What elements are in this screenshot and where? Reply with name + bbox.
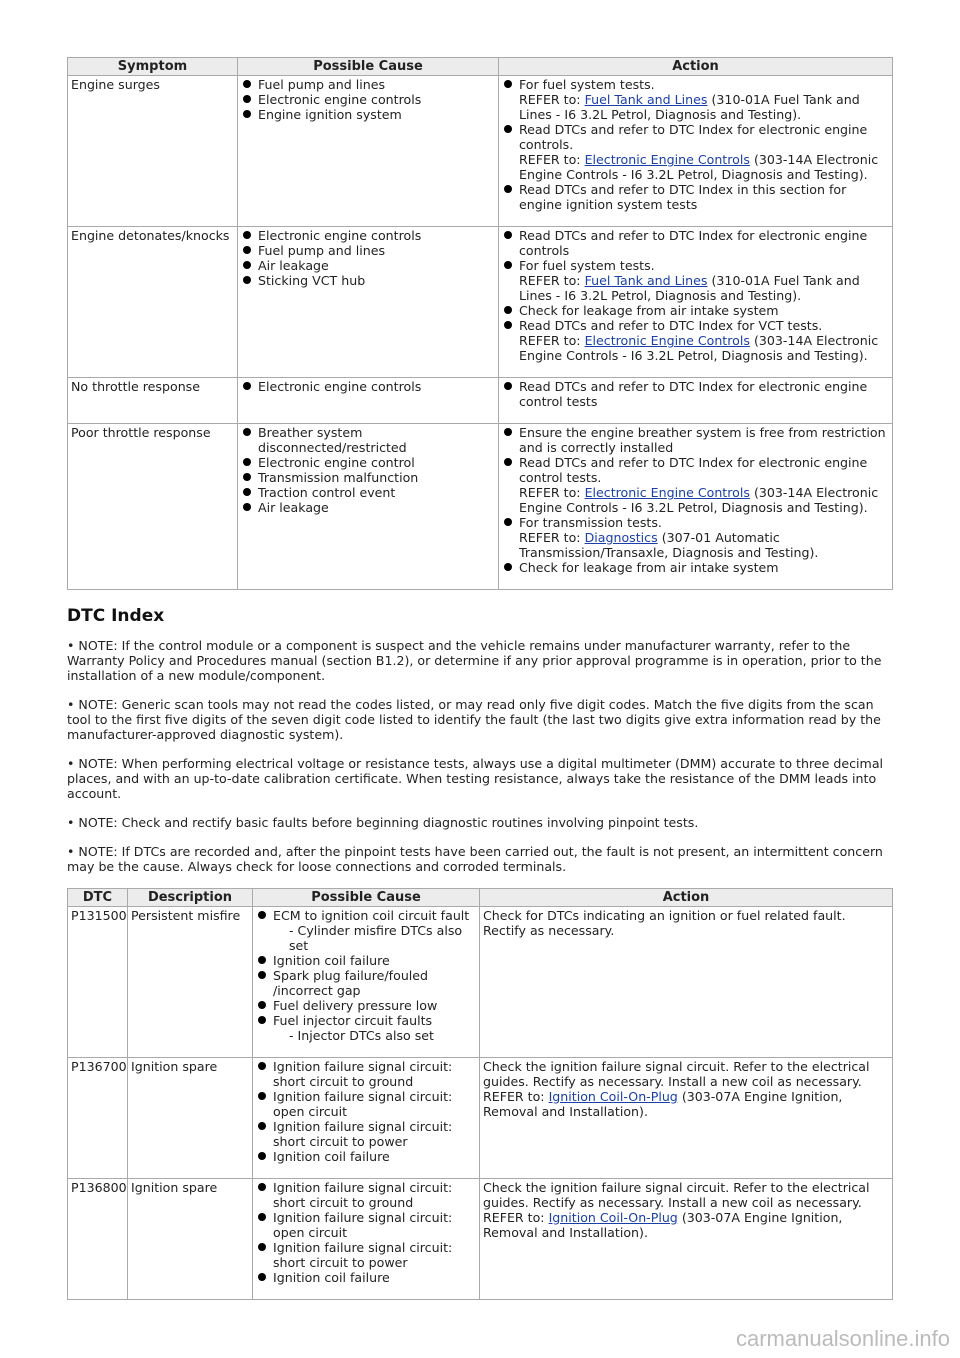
symptom-cell: Engine surges (68, 76, 238, 227)
description-cell: Ignition spare (128, 1179, 253, 1300)
action-item (502, 379, 889, 409)
cause-list (241, 77, 495, 122)
action-item (502, 425, 889, 455)
action-item (502, 303, 889, 318)
header-possible-cause: Possible Cause (253, 889, 480, 907)
table-row (68, 1179, 893, 1300)
cause-list (241, 228, 495, 288)
action-text: Check the ignition failure signal circuit. Refer to the electrical guides. Rectify as necessary. Install a new coil as necessary. REFER to: (483, 1180, 870, 1225)
table-row (68, 227, 893, 378)
cause-list (256, 1180, 476, 1285)
cause-item (256, 1210, 476, 1240)
action-cell (499, 378, 893, 424)
reference-link[interactable]: Fuel Tank and Lines (584, 92, 708, 107)
action-item (502, 318, 889, 363)
cause-subnote: - Cylinder misfire DTCs also set (289, 923, 463, 953)
reference-text: (303-07A Engine Ignition, Removal and Installation). (483, 1210, 843, 1240)
cause-item (256, 998, 476, 1013)
cause-text: Ignition coil failure (273, 1149, 390, 1164)
cause-text: Ignition failure signal circuit: short circuit to power (273, 1119, 453, 1149)
header-symptom: Symptom (68, 58, 238, 76)
action-list (502, 425, 889, 575)
note-paragraph: • NOTE: Check and rectify basic faults before beginning diagnostic routines involving pinpoint tests. (67, 815, 699, 830)
reference-text: (303-07A Engine Ignition, Removal and Installation). (483, 1089, 843, 1119)
reference-link[interactable]: Electronic Engine Controls (584, 485, 750, 500)
cause-item (256, 1180, 476, 1210)
action-cell (480, 1179, 893, 1300)
action-text: Check for leakage from air intake system (519, 303, 779, 318)
reference-text: (303-14A Electronic Engine Controls - I6 3.2L Petrol, Diagnosis and Testing). (519, 152, 879, 182)
description-cell: Persistent misfire (128, 907, 253, 1058)
note-paragraph: • NOTE: If DTCs are recorded and, after the pinpoint tests have been carried out, the fault is not present, an intermittent concern may be the cause. Always check for loose connections and corroded terminals. (67, 844, 883, 874)
table-row (68, 1058, 893, 1179)
reference-link[interactable]: Diagnostics (584, 530, 658, 545)
table-row (68, 378, 893, 424)
cause-text: ECM to ignition coil circuit fault (273, 908, 470, 923)
action-text: Read DTCs and refer to DTC Index in this section for engine ignition system tests (519, 182, 847, 212)
action-item (502, 122, 889, 182)
action-item (502, 455, 889, 515)
cause-text: Ignition failure signal circuit: short circuit to ground (273, 1059, 453, 1089)
cause-text: Ignition failure signal circuit: short circuit to power (273, 1240, 453, 1270)
cause-item (256, 953, 476, 968)
action-text: Read DTCs and refer to DTC Index for electronic engine control tests (519, 379, 868, 409)
cause-cell (253, 907, 480, 1058)
cause-item (256, 1059, 476, 1089)
cause-cell (238, 424, 499, 590)
symptom-cell: Engine detonates/knocks (68, 227, 238, 378)
cause-item: Sticking VCT hub (241, 273, 495, 288)
reference-link[interactable]: Fuel Tank and Lines (584, 273, 708, 288)
refer-label: REFER to: (519, 152, 581, 167)
cause-cell (253, 1058, 480, 1179)
cause-item: Fuel pump and lines (241, 243, 495, 258)
action-text: Read DTCs and refer to DTC Index for electronic engine control tests. (519, 455, 868, 485)
action-text: Check for DTCs indicating an ignition or fuel related fault. Rectify as necessary. (483, 908, 846, 938)
header-action: Action (499, 58, 893, 76)
cause-item (256, 1149, 476, 1164)
table-row (68, 424, 893, 590)
refer-label: REFER to: (519, 333, 581, 348)
header-action: Action (480, 889, 893, 907)
action-cell (499, 424, 893, 590)
dtc-table (67, 888, 893, 1300)
cause-text: Spark plug failure/fouled /incorrect gap (273, 968, 429, 998)
cause-text: Ignition coil failure (273, 953, 390, 968)
action-text: Check the ignition failure signal circuit. Refer to the electrical guides. Rectify as necessary. Install a new coil as necessary. REFER to: (483, 1059, 870, 1104)
action-item (502, 515, 889, 560)
note-paragraph: • NOTE: If the control module or a component is suspect and the vehicle remains under manufacturer warranty, refer to the Warranty Policy and Procedures manual (section B1.2), or determine if any prior approval programme is in operation, prior to the installation of a new module/component. (67, 638, 882, 683)
dtc-code-cell: P136800 (68, 1179, 128, 1300)
cause-item: Breather system disconnected/restricted (241, 425, 495, 455)
action-text: Check for leakage from air intake system (519, 560, 779, 575)
cause-item: Air leakage (241, 258, 495, 273)
dtc-code-cell: P131500 (68, 907, 128, 1058)
page (67, 57, 893, 1300)
note-paragraph: • NOTE: When performing electrical voltage or resistance tests, always use a digital multimeter (DMM) accurate to three decimal places, and with an up-to-date calibration certificate. When testing resistance, always take the resistance of the DMM leads into account. (67, 756, 884, 801)
reference-text: (303-14A Electronic Engine Controls - I6 3.2L Petrol, Diagnosis and Testing). (519, 485, 879, 515)
action-list (502, 379, 889, 409)
cause-item (256, 1089, 476, 1119)
cause-item: Electronic engine controls (241, 92, 495, 107)
watermark: carmanualsonline.info (735, 1326, 950, 1351)
symptom-cell: Poor throttle response (68, 424, 238, 590)
dtc-code-cell: P136700 (68, 1058, 128, 1179)
action-text: Ensure the engine breather system is free from restriction and is correctly installed (519, 425, 886, 455)
action-item (502, 182, 889, 212)
description-cell: Ignition spare (128, 1058, 253, 1179)
cause-list (241, 379, 495, 394)
action-list (502, 77, 889, 212)
refer-label: REFER to: (519, 92, 581, 107)
symptom-table-header (68, 58, 893, 76)
cause-item: Electronic engine controls (241, 228, 495, 243)
action-cell (480, 907, 893, 1058)
refer-label: REFER to: (519, 530, 581, 545)
action-item (502, 258, 889, 303)
reference-link[interactable]: Electronic Engine Controls (584, 333, 750, 348)
refer-label: REFER to: (519, 485, 581, 500)
action-cell (499, 227, 893, 378)
cause-cell (253, 1179, 480, 1300)
refer-label: REFER to: (519, 273, 581, 288)
header-dtc: DTC (68, 889, 128, 907)
cause-cell (238, 227, 499, 378)
table-row (68, 76, 893, 227)
action-text: Read DTCs and refer to DTC Index for electronic engine controls. (519, 122, 868, 152)
action-item (502, 228, 889, 258)
cause-list (256, 1059, 476, 1164)
action-text: For fuel system tests. (519, 77, 655, 92)
action-cell (480, 1058, 893, 1179)
cause-text: Ignition failure signal circuit: open circuit (273, 1089, 453, 1119)
reference-text: (310-01A Fuel Tank and Lines - I6 3.2L Petrol, Diagnosis and Testing). (519, 273, 860, 303)
cause-text: Ignition failure signal circuit: open circuit (273, 1210, 453, 1240)
cause-item: Air leakage (241, 500, 495, 515)
cause-item (256, 968, 476, 998)
symptom-table (67, 57, 893, 590)
action-text: Read DTCs and refer to DTC Index for electronic engine controls (519, 228, 868, 258)
reference-link[interactable]: Electronic Engine Controls (584, 152, 750, 167)
note-paragraph: • NOTE: Generic scan tools may not read the codes listed, or may read only five digit codes. Match the five digits from the scan tool to the first five digits of the seven digit code listed to identify the fault (the last two digits give extra information read by the manufacturer-approved diagnostic system). (67, 697, 881, 742)
action-item (502, 77, 889, 122)
cause-item: Transmission malfunction (241, 470, 495, 485)
action-list (502, 228, 889, 363)
cause-text: Fuel injector circuit faults (273, 1013, 433, 1028)
cause-cell (238, 378, 499, 424)
cause-text: Fuel delivery pressure low (273, 998, 438, 1013)
symptom-cell: No throttle response (68, 378, 238, 424)
action-text: Read DTCs and refer to DTC Index for VCT tests. (519, 318, 823, 333)
cause-subnote: - Injector DTCs also set (289, 1028, 434, 1043)
cause-text: Ignition failure signal circuit: short circuit to ground (273, 1180, 453, 1210)
action-text: For transmission tests. (519, 515, 662, 530)
reference-link[interactable]: Ignition Coil-On-Plug (548, 1210, 678, 1225)
header-description: Description (128, 889, 253, 907)
cause-list (241, 425, 495, 515)
reference-text: (303-14A Electronic Engine Controls - I6 3.2L Petrol, Diagnosis and Testing). (519, 333, 879, 363)
header-possible-cause: Possible Cause (238, 58, 499, 76)
reference-link[interactable]: Ignition Coil-On-Plug (548, 1089, 678, 1104)
dtc-table-header (68, 889, 893, 907)
cause-text: Ignition coil failure (273, 1270, 390, 1285)
cause-item (256, 1013, 476, 1043)
cause-item (256, 908, 476, 953)
cause-item: Electronic engine controls (241, 379, 495, 394)
cause-list (256, 908, 476, 1043)
cause-item (256, 1119, 476, 1149)
action-text: For fuel system tests. (519, 258, 655, 273)
cause-item: Fuel pump and lines (241, 77, 495, 92)
notes (67, 638, 893, 874)
cause-cell (238, 76, 499, 227)
cause-item: Traction control event (241, 485, 495, 500)
reference-text: (310-01A Fuel Tank and Lines - I6 3.2L Petrol, Diagnosis and Testing). (519, 92, 860, 122)
action-cell (499, 76, 893, 227)
cause-item: Electronic engine control (241, 455, 495, 470)
reference-text: (307-01 Automatic Transmission/Transaxle, Diagnosis and Testing). (519, 530, 819, 560)
cause-item (256, 1240, 476, 1270)
table-row (68, 907, 893, 1058)
dtc-index-heading: DTC Index (67, 606, 165, 626)
cause-item: Engine ignition system (241, 107, 495, 122)
cause-item (256, 1270, 476, 1285)
action-item (502, 560, 889, 575)
